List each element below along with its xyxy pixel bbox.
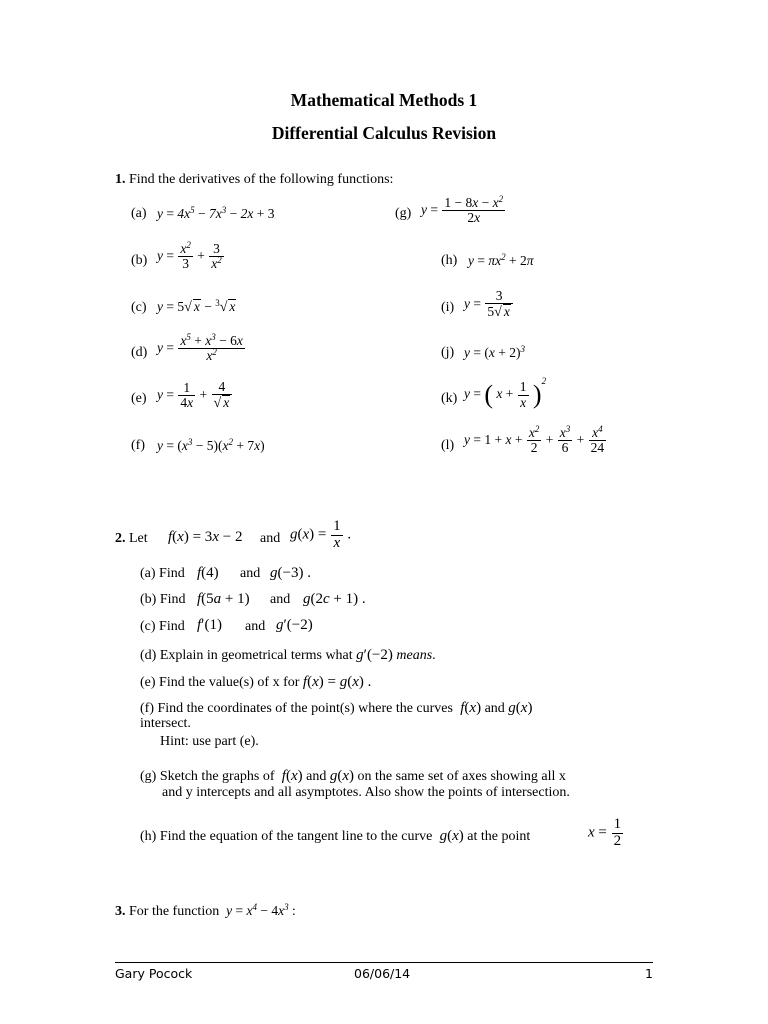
q2-f-text: (f) Find the coordinates of the point(s) where the curves [140, 701, 453, 716]
q2-g-text-b: on the same set of axes showing all x [357, 769, 566, 784]
q1-label-d: (d) [131, 345, 148, 360]
q2-c-g: g′(−2) [276, 617, 313, 633]
footer-divider [115, 962, 653, 963]
q2-g-gx: g(x) [329, 768, 355, 784]
q2-b-g: g(2c + 1) . [303, 591, 366, 607]
q1-label-h: (h) [441, 253, 458, 268]
q2-c-and: and [245, 619, 266, 634]
q1-function-j: $y = (x + 2)^3$ [464, 344, 525, 360]
q2-f-gx: g(x) [508, 700, 533, 716]
q2-e-equation: f(x) = g(x) . [302, 674, 372, 690]
footer-date: 06/06/14 [354, 966, 411, 981]
q1-function-i: y = $\frac{3}{5√ x}$ [464, 289, 514, 321]
q1-label-c: (c) [131, 300, 147, 315]
q2-d-g: g′(−2) [356, 647, 393, 663]
q1-label-f: (f) [131, 438, 145, 453]
q2-a-g: g(−3) . [270, 565, 311, 581]
q2-g-fx: f(x) [278, 768, 303, 784]
q2-part-f-line2: intersect. [140, 716, 191, 731]
q2-part-e [140, 674, 371, 691]
q2-part-f-line1 [140, 700, 532, 717]
q2-a-and: and [240, 566, 261, 581]
q2-part-h [140, 828, 530, 845]
question-3-text: For the function [129, 904, 220, 919]
q1-label-e: (e) [131, 391, 147, 406]
q2-g-text: (g) Sketch the graphs of [140, 769, 275, 784]
q2-e-text: (e) Find the value(s) of x for [140, 675, 300, 690]
q1-function-k: y = ( x + $\frac{1}{x}$ )$^2$ [464, 376, 547, 410]
q2-a-f: f(4) [197, 565, 219, 581]
q2-g-and: and [306, 769, 327, 784]
q1-label-i: (i) [441, 300, 455, 315]
q2-h-gx: g(x) [435, 828, 464, 844]
q1-function-b: y = $\frac{x^2}{3}$ + $\frac{3}{x^2}$ [157, 240, 222, 272]
q2-part-g-line1 [140, 768, 566, 785]
q1-function-h: $y = \pi x^2 + 2\pi$ [468, 252, 534, 268]
q1-function-e: y = $\frac{1}{4x}$ + $\frac{4}{√ x}$ [157, 380, 233, 412]
footer-author: Gary Pocock [115, 966, 193, 981]
q1-label-l: (l) [441, 438, 455, 453]
q2-part-g-line2: and y intercepts and all asymptotes. Also show the points of intersection. [162, 785, 570, 800]
question-1-prompt [115, 172, 393, 188]
q2-part-f-hint: Hint: use part (e). [160, 734, 259, 749]
document-subtitle: Differential Calculus Revision [271, 123, 497, 143]
q1-function-a: $y = 4x^5 - 7x^3 - 2x + 3$ [157, 205, 275, 221]
q1-label-k: (k) [441, 391, 458, 406]
footer-page-number: 1 [645, 966, 653, 981]
q2-h-text: (h) Find the equation of the tangent line to the curve [140, 829, 433, 844]
question-3-number: 3. [115, 904, 126, 919]
question-3-prompt [115, 903, 296, 920]
q2-and-1: and [260, 531, 281, 546]
q2-part-b: (b) Find [140, 592, 186, 607]
q2-f-definition: f(x) = 3x − 2 [168, 529, 243, 545]
question-2-intro [115, 531, 148, 547]
q2-f-and: and [484, 701, 505, 716]
q2-part-c: (c) Find [140, 619, 185, 634]
question-1-text: Find the derivatives of the following functions: [129, 172, 394, 187]
q2-part-d: (d) Explain in geometrical terms what g′(−2) means. [140, 647, 436, 663]
q2-h-at: at the point [467, 829, 531, 844]
question-2-let: Let [129, 531, 148, 546]
q1-label-a: (a) [131, 206, 147, 221]
q1-label-g: (g) [395, 206, 412, 221]
q3-function: $y = x^4 - 4x^3$ : [222, 902, 296, 918]
q2-d-text: (d) Explain in geometrical terms what [140, 648, 353, 663]
q2-part-a: (a) Find [140, 566, 185, 581]
q1-function-g: y = $\frac{1 - 8x - x^2}{2x}$ [421, 194, 504, 226]
q2-b-f: f(5a + 1) [197, 591, 250, 607]
q2-h-point: x = $\frac{1}{2}$ [588, 816, 622, 849]
q2-c-f: f′(1) [197, 617, 222, 633]
document-title: Mathematical Methods 1 [290, 90, 478, 110]
q1-function-f: $y = (x^3 - 5)(x^2 + 7x)$ [157, 437, 265, 453]
q2-g-definition: g(x) = $\frac{1}{x}$ . [290, 518, 352, 551]
question-1-number: 1. [115, 172, 126, 187]
q1-function-d: y = $\frac{x^5 + x^3 - 6x}{x^2}$ [157, 332, 243, 364]
q1-function-l: y = 1 + x + $\frac{x^2}{2}$ + $\frac{x^3}{6}$ + $\frac{x^4}{24}$ [464, 424, 605, 456]
q1-function-c: y = 5√ x − $^3$√ x [157, 298, 236, 315]
q2-d-means: means [396, 648, 433, 663]
q1-label-b: (b) [131, 253, 148, 268]
question-2-number: 2. [115, 531, 126, 546]
q1-label-j: (j) [441, 345, 455, 360]
q2-b-and: and [270, 592, 291, 607]
q2-f-fx: f(x) [456, 700, 482, 716]
